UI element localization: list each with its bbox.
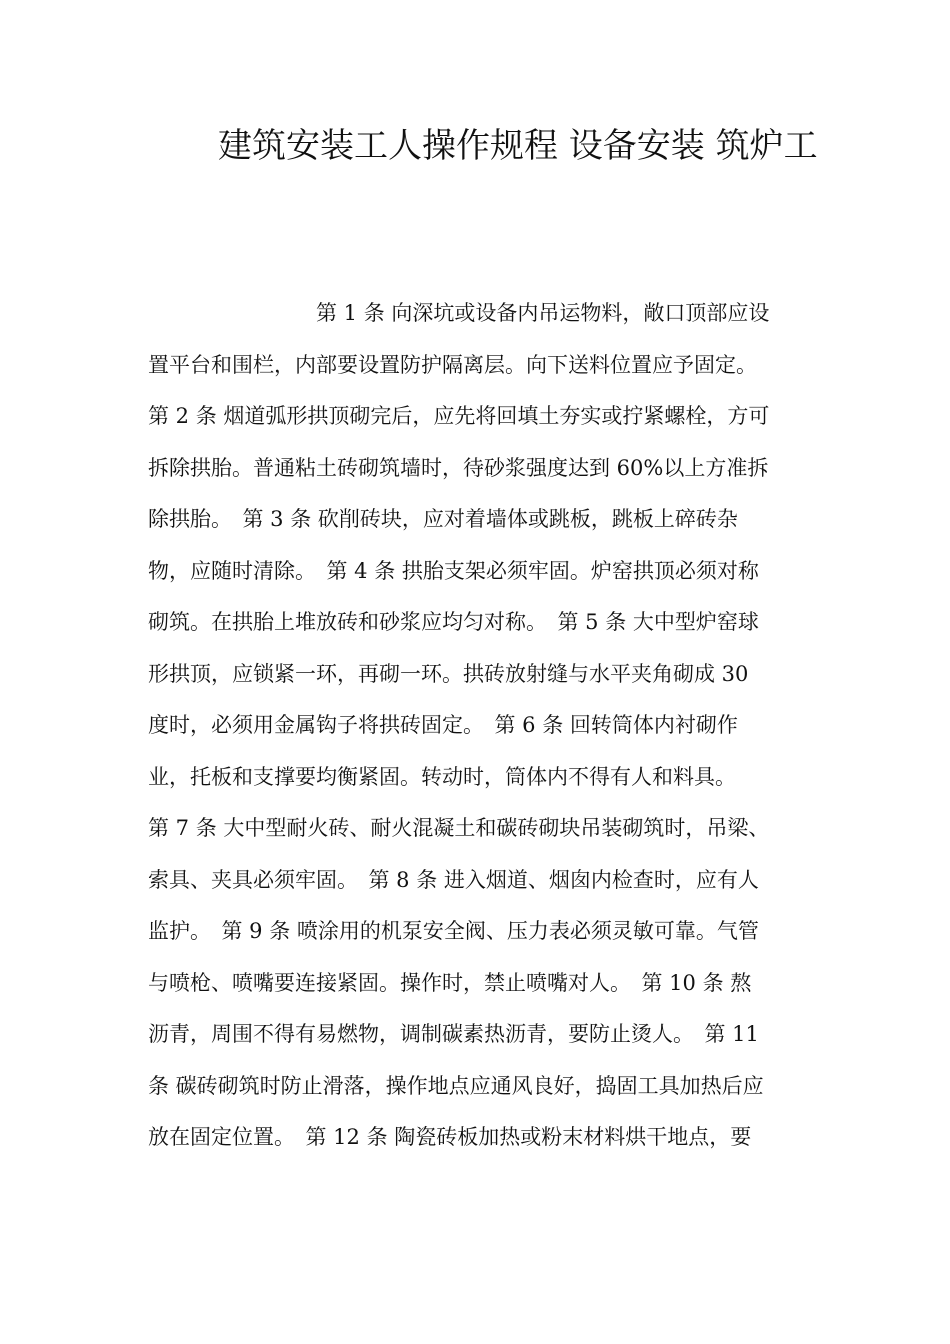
body-line: 第 1 条 向深坑或设备内吊运物料，敞口顶部应设 xyxy=(316,301,770,325)
body-line: 拆除拱胎。普通粘土砖砌筑墙时，待砂浆强度达到 60%以上方准拆 xyxy=(148,455,769,480)
document-body xyxy=(148,288,808,1164)
body-line: 索具、夹具必须牢固。 第 8 条 进入烟道、烟囱内检查时，应有人 xyxy=(148,867,759,892)
body-line: 监护。 第 9 条 喷涂用的机泵安全阀、压力表必须灵敏可靠。气管 xyxy=(148,919,759,943)
body-line: 形拱顶，应锁紧一环，再砌一环。拱砖放射缝与水平夹角砌成 30 xyxy=(148,661,749,686)
document-title: 建筑安装工人操作规程 设备安装 筑炉工 xyxy=(218,126,818,166)
body-line: 第 7 条 大中型耐火砖、耐火混凝土和碳砖砌块吊装砌筑时，吊梁、 xyxy=(148,816,770,840)
body-line: 度时，必须用金属钩子将拱砖固定。 第 6 条 回转筒体内衬砌作 xyxy=(148,713,738,737)
body-line: 放在固定位置。 第 12 条 陶瓷砖板加热或粉末材料烘干地点，要 xyxy=(148,1125,752,1149)
body-line: 物，应随时清除。 第 4 条 拱胎支架必须牢固。炉窑拱顶必须对称 xyxy=(148,558,759,583)
body-line: 置平台和围栏，内部要设置防护隔离层。向下送料位置应予固定。 xyxy=(148,352,757,377)
body-line: 第 2 条 烟道弧形拱顶砌完后，应先将回填土夯实或拧紧螺栓，方可 xyxy=(148,404,770,428)
body-line: 条 碳砖砌筑时防止滑落，操作地点应通风良好，捣固工具加热后应 xyxy=(148,1073,764,1098)
body-line: 沥青，周围不得有易燃物，调制碳素热沥青，要防止烫人。 第 11 xyxy=(148,1022,759,1046)
body-line: 与喷枪、喷嘴要连接紧固。操作时，禁止喷嘴对人。 第 10 条 熬 xyxy=(148,970,752,995)
body-line: 业，托板和支撑要均衡紧固。转动时，筒体内不得有人和料具。 xyxy=(148,764,736,789)
body-line: 除拱胎。 第 3 条 砍削砖块，应对着墙体或跳板，跳板上碎砖杂 xyxy=(148,507,738,531)
body-line: 砌筑。在拱胎上堆放砖和砂浆应均匀对称。 第 5 条 大中型炉窑球 xyxy=(148,610,759,634)
